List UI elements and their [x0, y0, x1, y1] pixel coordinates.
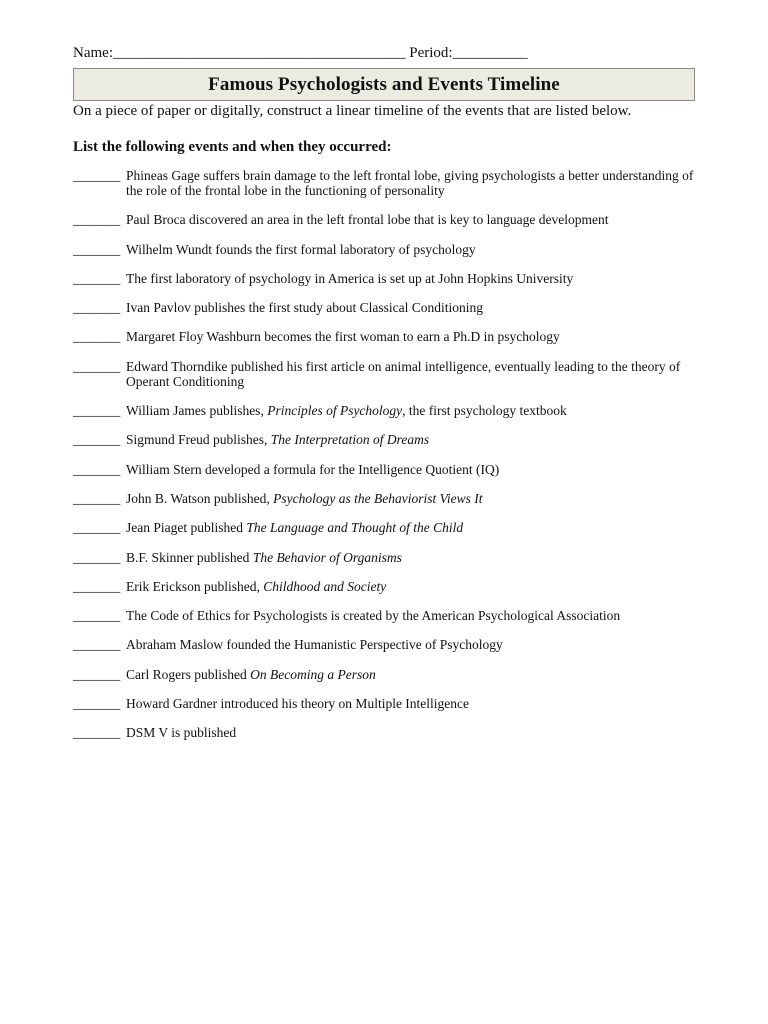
event-text	[126, 359, 698, 389]
event-description: Margaret Floy Washburn becomes the first woman to earn a Ph.D in psychology	[126, 329, 560, 345]
list-item	[73, 359, 698, 389]
answer-blank: _______	[73, 329, 121, 345]
event-text	[126, 271, 698, 286]
event-text	[126, 667, 698, 682]
event-description-suffix: , the first psychology textbook	[402, 403, 567, 419]
list-item	[73, 667, 698, 682]
event-text	[126, 242, 698, 257]
event-text	[126, 329, 698, 344]
list-heading: List the following events and when they occurred:	[73, 139, 392, 155]
name-label: Name:_______________________________________	[73, 45, 406, 61]
event-text	[126, 520, 698, 535]
event-text	[126, 608, 698, 623]
answer-blank: _______	[73, 403, 121, 419]
event-description: Erik Erickson published,	[126, 578, 264, 594]
list-item	[73, 462, 698, 477]
answer-blank: _______	[73, 490, 121, 506]
list-item	[73, 329, 698, 344]
answer-blank: _______	[73, 549, 121, 565]
header-line	[73, 44, 528, 62]
period-label: Period:__________	[409, 45, 528, 61]
work-title: Principles of Psychology	[267, 403, 403, 419]
title-box	[73, 68, 695, 101]
work-title: On Becoming a Person	[250, 666, 376, 682]
answer-blank: _______	[73, 637, 121, 653]
list-item	[73, 696, 698, 711]
event-text	[126, 212, 698, 227]
answer-blank: _______	[73, 461, 121, 477]
list-item	[73, 432, 698, 447]
answer-blank: _______	[73, 358, 121, 374]
list-item	[73, 608, 698, 623]
event-text	[126, 403, 698, 418]
list-item	[73, 242, 698, 257]
list-item	[73, 579, 698, 594]
answer-blank: _______	[73, 578, 121, 594]
event-text	[126, 300, 698, 315]
event-description: John B. Watson published,	[126, 490, 274, 506]
work-title: The Interpretation of Dreams	[270, 432, 430, 448]
work-title: The Behavior of Organisms	[252, 549, 402, 565]
event-description: The Code of Ethics for Psychologists is created by the American Psychological Association	[126, 608, 621, 624]
list-item	[73, 637, 698, 652]
work-title: Psychology as the Behaviorist Views It	[273, 490, 483, 506]
event-text	[126, 462, 698, 477]
answer-blank: _______	[73, 270, 121, 286]
answer-blank: _______	[73, 168, 121, 183]
list-item	[73, 168, 698, 198]
event-text	[126, 637, 698, 652]
event-description: Carl Rogers published	[126, 666, 251, 682]
event-text	[126, 696, 698, 711]
event-text	[126, 432, 698, 447]
list-item	[73, 550, 698, 565]
answer-blank: _______	[73, 212, 121, 228]
answer-blank: _______	[73, 520, 121, 536]
event-text	[126, 725, 698, 740]
event-description: Ivan Pavlov publishes the first study about Classical Conditioning	[126, 300, 483, 316]
event-text	[126, 491, 698, 506]
list-item	[73, 212, 698, 227]
event-text	[126, 579, 698, 594]
answer-blank: _______	[73, 608, 121, 624]
page-title: Famous Psychologists and Events Timeline	[208, 73, 560, 95]
event-description: Paul Broca discovered an area in the left frontal lobe that is key to language development	[126, 212, 609, 228]
answer-blank: _______	[73, 300, 121, 316]
answer-blank: _______	[73, 241, 121, 257]
instructions-text: On a piece of paper or digitally, construct a linear timeline of the events that are listed below.	[73, 103, 632, 119]
list-item	[73, 300, 698, 315]
event-description: Wilhelm Wundt founds the first formal laboratory of psychology	[126, 241, 476, 257]
event-description: Edward Thorndike published his first article on animal intelligence, eventually leading to the theory of Operant Conditioning	[126, 358, 681, 389]
list-item	[73, 491, 698, 506]
event-text	[126, 168, 698, 198]
work-title: The Language and Thought of the Child	[246, 520, 464, 536]
event-list	[73, 168, 698, 755]
list-item	[73, 271, 698, 286]
event-description: Phineas Gage suffers brain damage to the left frontal lobe, giving psychologists a better understanding of the role of the frontal lobe in the functioning of personality	[126, 168, 694, 198]
answer-blank: _______	[73, 696, 121, 712]
list-item	[73, 403, 698, 418]
work-title: Childhood and Society	[263, 578, 387, 594]
answer-blank: _______	[73, 432, 121, 448]
event-description: B.F. Skinner published	[126, 549, 253, 565]
event-description: The first laboratory of psychology in America is set up at John Hopkins University	[126, 270, 574, 286]
list-item	[73, 520, 698, 535]
event-description: Abraham Maslow founded the Humanistic Perspective of Psychology	[126, 637, 503, 653]
event-description: William Stern developed a formula for the Intelligence Quotient (IQ)	[126, 461, 500, 477]
event-description: DSM V is published	[126, 725, 237, 741]
answer-blank: _______	[73, 666, 121, 682]
event-description: Jean Piaget published	[126, 520, 247, 536]
list-item	[73, 725, 698, 740]
event-text	[126, 550, 698, 565]
answer-blank: _______	[73, 725, 121, 741]
event-description: Howard Gardner introduced his theory on Multiple Intelligence	[126, 696, 470, 712]
event-description: William James publishes,	[126, 403, 268, 419]
event-description: Sigmund Freud publishes,	[126, 432, 271, 448]
